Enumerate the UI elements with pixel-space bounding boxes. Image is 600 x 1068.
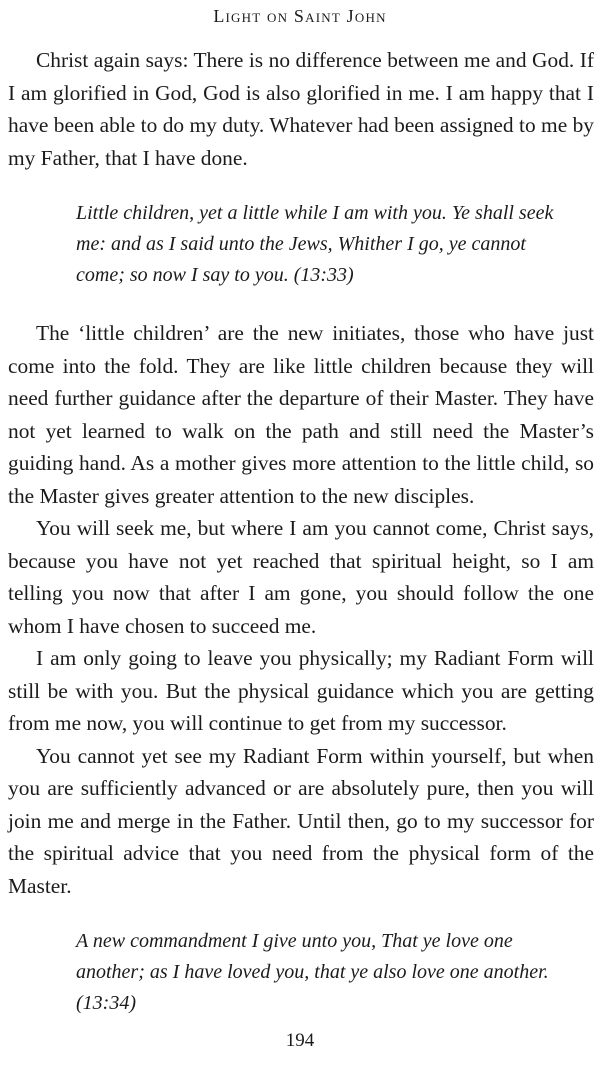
paragraph: I am only going to leave you physically; my Radiant Form will still be with you. But the physical guidance which you are getting from me now, you will continue to get from my successor.	[8, 646, 594, 735]
page-number: 194	[285, 1030, 315, 1051]
paragraph: You will seek me, but where I am you cannot come, Christ says, because you have not yet reached that spiritual height, so I am telling you now that after I am gone, you should follow the one whom I have chosen to succeed me.	[8, 516, 594, 638]
paragraph: The ‘little children’ are the new initiates, those who have just come into the fold. They are like little children because they will need further guidance after the departure of their Master. They have not yet learned to walk on the path and still need the Master’s guiding hand. As a mother gives more attention to the little child, so the Master gives greater attention to the new disciples.	[8, 321, 594, 508]
paragraph: You cannot yet see my Radiant Form within yourself, but when you are sufficiently advanced or are absolutely pure, then you will join me and merge in the Father. Until then, go to my successor for the spiritual advice that you need from the physical form of the Master.	[8, 743, 594, 898]
running-head: Light on Saint John	[213, 6, 387, 26]
scripture-quote: A new commandment I give unto you, That ye love one another; as I have loved you, that ye also love one another. (13:34)	[76, 930, 549, 1014]
scripture-quote: Little children, yet a little while I am with you. Ye shall seek me: and as I said unto the Jews, Whither I go, ye cannot come; so now I say to you. (13:33)	[76, 202, 554, 286]
body-text	[8, 44, 594, 1019]
paragraph: Christ again says: There is no difference between me and God. If I am glorified in God, God is also glorified in me. I am happy that I have been able to do my duty. Whatever had been assigned to me by my Father, that I have done.	[8, 48, 594, 170]
